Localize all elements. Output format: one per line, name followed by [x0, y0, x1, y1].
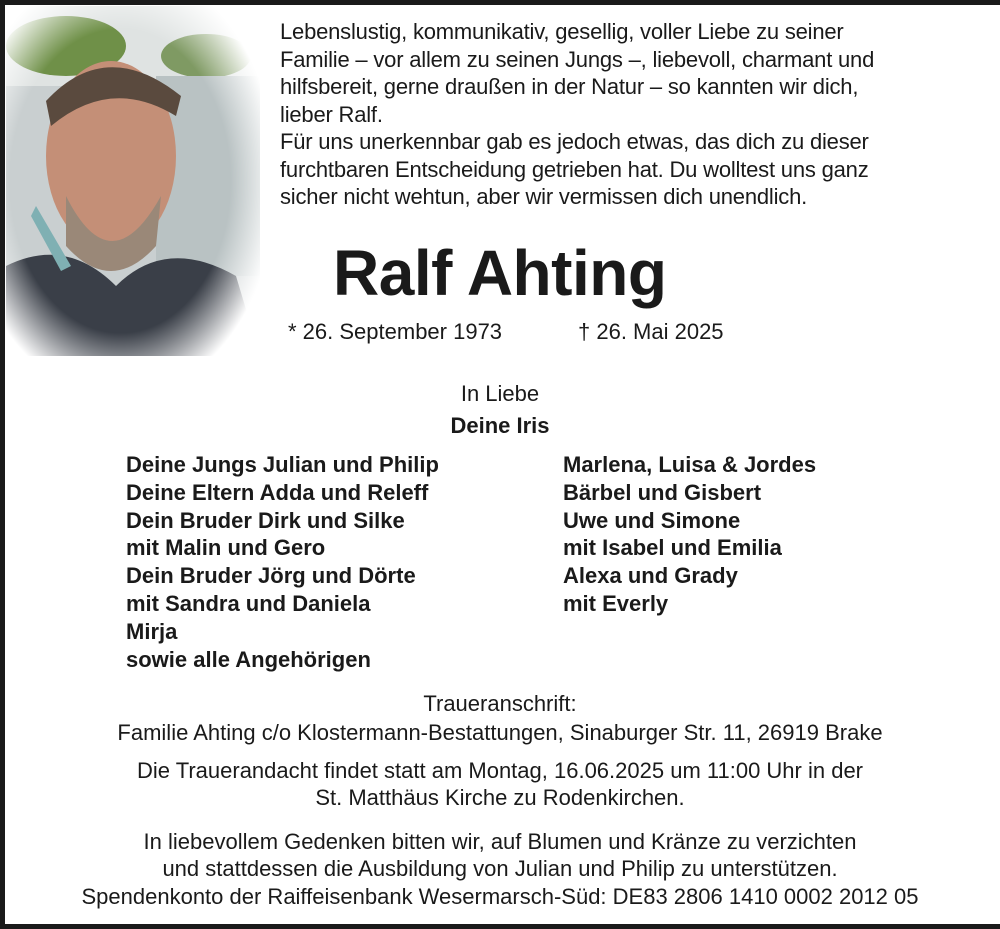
- mourner: Deine Eltern Adda und Releff: [126, 479, 429, 505]
- intro-line: lieber Ralf.: [280, 101, 383, 127]
- service-line: Die Trauerandacht findet statt am Montag, 16.06.2025 um 11:00 Uhr in der: [136, 758, 864, 783]
- mourner: mit Sandra und Daniela: [126, 590, 371, 616]
- intro-line: Für uns unerkennbar gab es jedoch etwas, das dich zu dieser: [280, 129, 869, 154]
- donation-line: und stattdessen die Ausbildung von Julian und Philip zu unterstützen.: [162, 856, 838, 881]
- mourners-right: [563, 451, 816, 618]
- intro-line: furchtbaren Entscheidung getrieben hat. Du wolltest uns ganz: [280, 156, 869, 182]
- intro-line: sicher nicht wehtun, aber wir vermissen dich unendlich.: [280, 184, 808, 209]
- mourner: mit Everly: [563, 590, 669, 616]
- portrait-photo: [6, 6, 260, 356]
- mourners-left: [126, 451, 439, 673]
- mourner: mit Malin und Gero: [126, 535, 326, 561]
- mourner: Marlena, Luisa & Jordes: [563, 452, 817, 477]
- mourner: Deine Jungs Julian und Philip: [126, 452, 439, 477]
- intro-line: Familie – vor allem zu seinen Jungs –, liebevoll, charmant und: [280, 46, 875, 72]
- donation-line: In liebevollem Gedenken bitten wir, auf Blumen und Kränze zu verzichten: [143, 829, 857, 854]
- death-date: † 26. Mai 2025: [578, 319, 724, 344]
- intro-line: hilfsbereit, gerne draußen in der Natur – so kannten wir dich,: [280, 74, 859, 99]
- partner-name: Deine Iris: [450, 413, 550, 438]
- mourner: mit Isabel und Emilia: [563, 535, 782, 561]
- address-label: Traueranschrift:: [423, 691, 577, 716]
- intro-line: Lebenslustig, kommunikativ, gesellig, voller Liebe zu seiner: [280, 19, 844, 44]
- donation-line: Spendenkonto der Raiffeisenbank Wesermarsch-Süd: DE83 2806 1410 0002 2012 05: [81, 884, 919, 909]
- mourner: Bärbel und Gisbert: [563, 479, 762, 505]
- in-liebe: In Liebe: [460, 381, 540, 406]
- mourner: Mirja: [126, 618, 178, 644]
- deceased-name: Ralf Ahting: [333, 237, 667, 309]
- birth-date: * 26. September 1973: [288, 319, 503, 344]
- mourner: Dein Bruder Dirk und Silke: [126, 507, 405, 533]
- mourner: Alexa und Grady: [563, 563, 738, 589]
- mourner: sowie alle Angehörigen: [126, 646, 371, 672]
- mourner: Dein Bruder Jörg und Dörte: [126, 563, 416, 589]
- address: Familie Ahting c/o Klostermann-Bestattungen, Sinaburger Str. 11, 26919 Brake: [117, 720, 883, 745]
- mourner: Uwe und Simone: [563, 507, 741, 533]
- service-line: St. Matthäus Kirche zu Rodenkirchen.: [315, 785, 685, 810]
- intro-text: [280, 18, 980, 211]
